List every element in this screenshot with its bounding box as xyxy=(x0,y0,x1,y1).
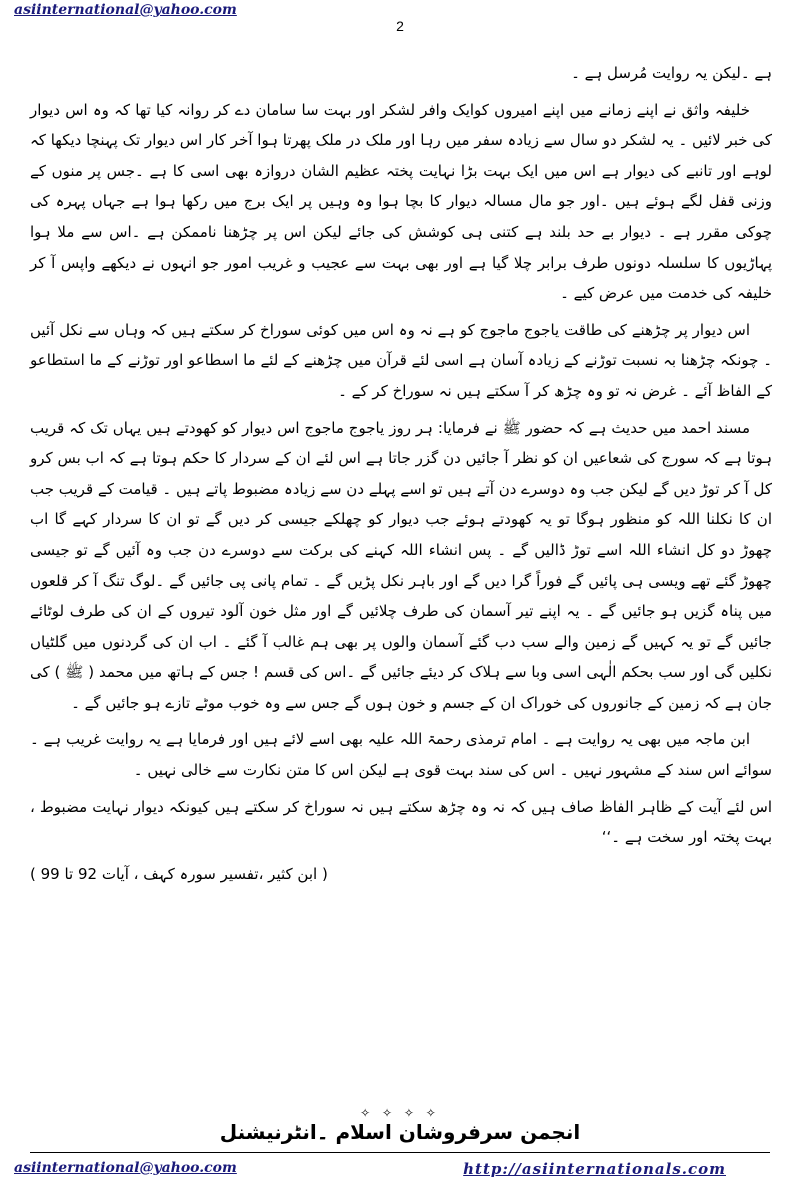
ornament-separator: ✧ ✧ ✧ ✧ xyxy=(360,1106,440,1120)
paragraph-climbing: اس دیوار پر چڑھنے کی طاقت یاجوج ماجوج کو ہے نہ وہ اس میں کوئی سوراخ کر سکتے ہیں کہ وہاں سے نکل آئیں ۔ چونکہ چڑھنا بہ نسبت توڑنے کے زیادہ آسان ہے اسی لئے قرآن میں چڑھنے کے لئے ما اسطاعو اور توڑنے کے ما استطاعو کے الفاظ آئے ۔ غرض نہ تو وہ چڑھ کر آ سکتے ہیں نہ سوراخ کر کے ۔ xyxy=(30,320,772,400)
page-number: 2 xyxy=(396,18,404,34)
paragraph-intro: ہے ۔لیکن یہ روایت مُرسل ہے ۔ xyxy=(571,64,772,82)
paragraph-conclusion: اس لئے آیت کے ظاہر الفاظ صاف ہیں کہ نہ وہ چڑھ سکتے ہیں نہ سوراخ کر سکتے ہیں کیونکہ دیوار نہایت مضبوط ، بہت پختہ اور سخت ہے ۔‘‘ xyxy=(30,797,772,847)
article-body xyxy=(30,58,772,889)
paragraph-ibn-majah: ابن ماجہ میں بھی یہ روایت ہے ۔ امام ترمذی رحمۃ اللہ علیہ بھی اسے لائے ہیں اور فرمایا ہے یہ روایت غریب ہے ۔ سوائے اس سند کے مشہور نہیں ۔ اس کی سند بہت قوی ہے لیکن اس کا متن نکارت سے خالی نہیں ۔ xyxy=(30,730,772,780)
citation: ( ابن کثیر ،تفسیر سورہ کہف ، آیات 92 تا 99 ) xyxy=(30,864,328,883)
organization-name: انجمن سرفروشان اسلام ۔انٹرنیشنل xyxy=(219,1120,581,1144)
header-email[interactable]: asiinternational@yahoo.com xyxy=(14,2,237,18)
paragraph-hadith: مسند احمد میں حدیث ہے کہ حضور ﷺ نے فرمایا: ہر روز یاجوج ماجوج اس دیوار کو کھودتے ہیں یہاں تک کہ قریب ہوتا ہے کہ سورج کی شعاعیں ان کو نظر آ جائیں دن گزر جاتا ہے اس لئے ان کے سردار کا حکم ہوتا ہے کہ اب بس کرو کل آ کر توڑ دیں گے لیکن جب وہ دوسرے دن آتے ہیں تو اسے پہلے دن سے زیادہ مضبوط پاتے ہیں ۔ قیامت کے قریب جب ان کا نکلنا اللہ کو منظور ہوگا تو یہ کھودتے ہوئے جب دیوار کو چھلکے جیسی کر دیں گے تو ان کا سردار کہے گا اب چھوڑ دو کل انشاء اللہ اسے توڑ ڈالیں گے ۔ پس انشاء اللہ کہنے کی برکت سے دوسرے دن جب وہ آئیں گے تو جیسی چھوڑ گئے تھے ویسی ہی پائیں گے فوراً گرا دیں گے اور باہر نکل پڑیں گے ۔ تمام پانی پی جائیں گے ۔لوگ تنگ آ کر قلعوں میں پناہ گزیں ہو جائیں گے ۔ یہ اپنے تیر آسمان کی طرف چلائیں گے اور مثل خون آلود تیروں کے ان کی طرف لوٹائے جائیں گے تو یہ کہیں گے زمین والے سب دب گئے آسمان والوں پر بھی ہم غالب آ گئے ۔ اب ان کی گردنوں میں گلٹیاں نکلیں گی اور سب بحکم الٰہی اسی وبا سے ہلاک کر دیئے جائیں گے ۔اس کی قسم ! جس کے ہاتھ میں محمد ( ﷺ ) کی جان ہے کہ زمین کے جانوروں کی خوراک ان کے جسم و خون ہوں گے جس سے وہ خوب موٹے تازے ہو جائیں گے ۔ xyxy=(30,418,772,712)
paragraph-wathiq-expedition: خلیفہ واثق نے اپنے زمانے میں اپنے امیروں کوایک وافر لشکر اور بہت سا سامان دے کر روانہ کیا تھا کہ وہ اس دیوار کی خبر لائیں ۔ یہ لشکر دو سال سے زیادہ سفر میں رہا اور ملک در ملک پھرتا ہوا آخر کار اس دیوار تک پہنچا دیکھا کہ لوہے اور تانبے کی دیوار ہے اس میں ایک بہت بڑا نہایت پختہ عظیم الشان دروازہ بھی اسی کا ہے ۔جس پر منوں کے وزنی قفل لگے ہوئے ہیں ۔اور جو مال مسالہ دیوار کا بچا ہوا وہ وہیں پر ایک برج میں رکھا ہوا ہے جہاں پہرہ کی چوکی مقرر ہے ۔ دیوار بے حد بلند ہے کتنی ہی کوشش کی جائے لیکن اس پر چڑھنا ناممکن ہے ۔اس سے ملا ہوا پہاڑیوں کا سلسلہ دونوں طرف برابر چلا گیا ہے اور بھی بہت سے عجیب و غریب امور جو انہوں نے دیکھے واپس آ کر خلیفہ کی خدمت میں عرض کیے ۔ xyxy=(30,100,772,303)
footer-divider xyxy=(30,1152,770,1153)
citation-line xyxy=(30,859,772,890)
footer-email[interactable]: asiinternational@yahoo.com xyxy=(14,1160,237,1176)
footer-url[interactable]: http://asiinternationals.com xyxy=(463,1160,726,1178)
